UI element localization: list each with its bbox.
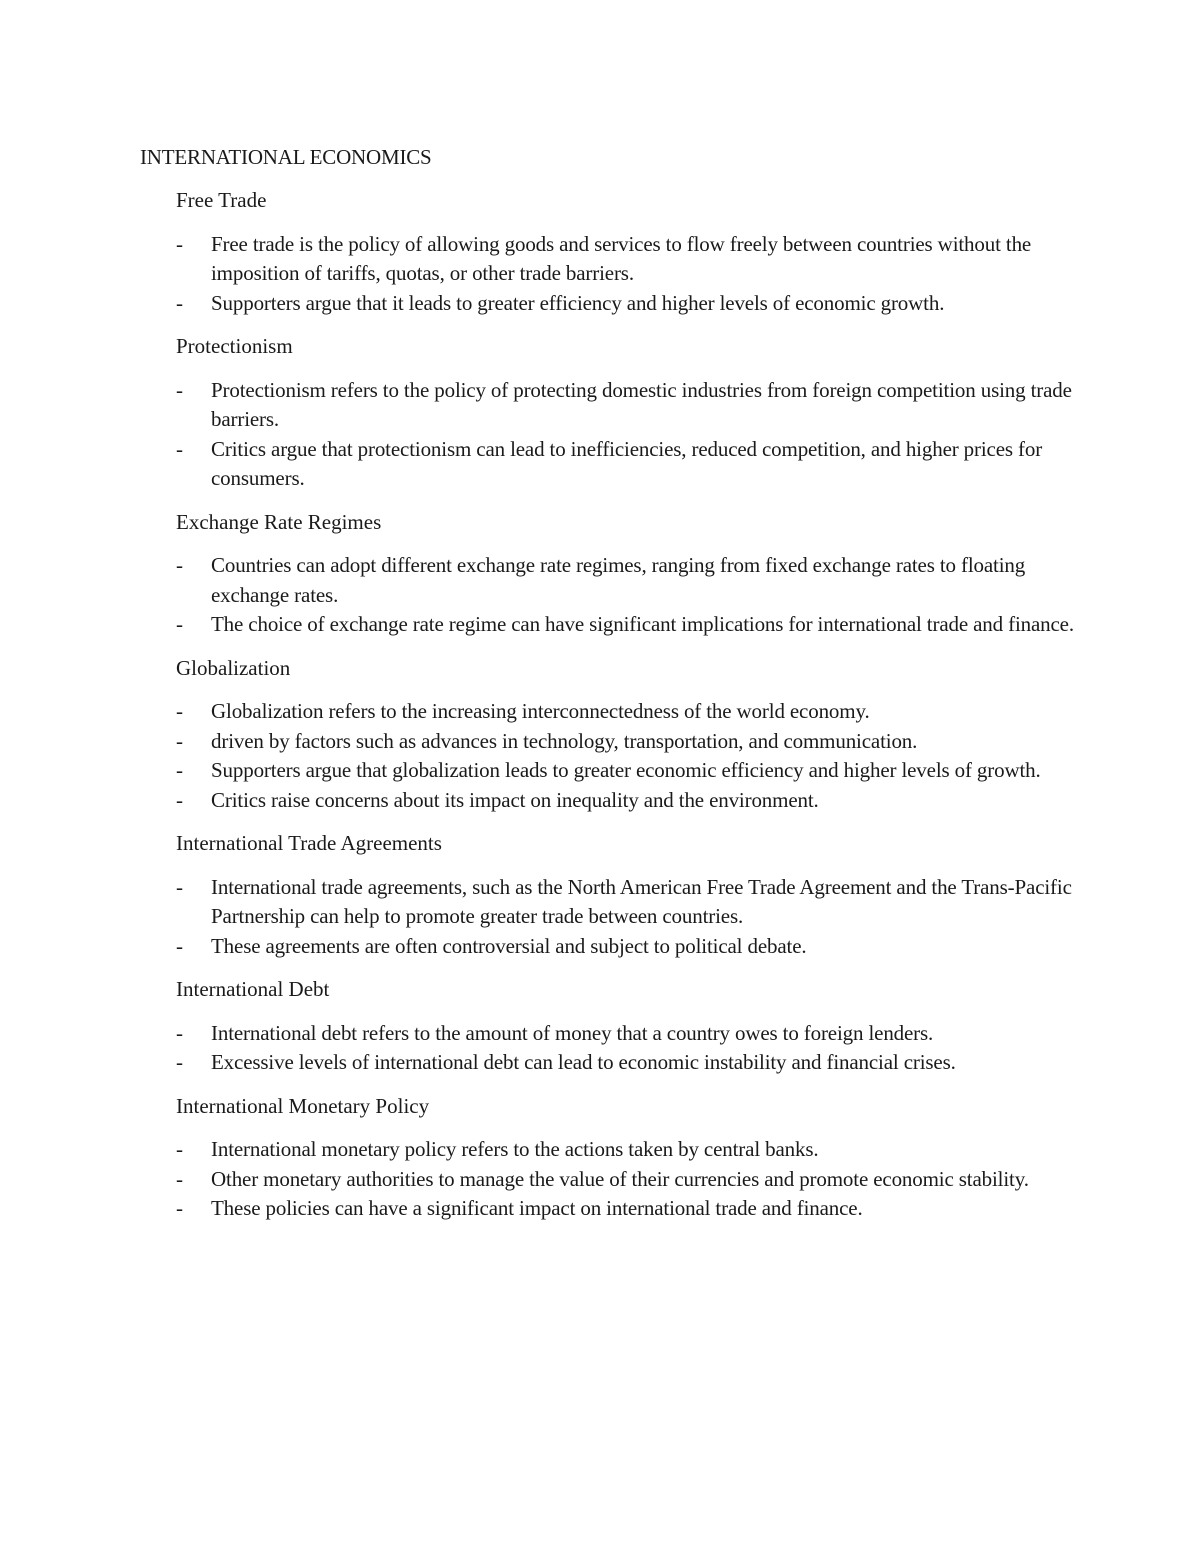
bullet-dash: - — [176, 787, 183, 812]
bullet-text: These policies can have a significant impact on international trade and finance. — [211, 1196, 863, 1220]
bullet-list — [176, 873, 1076, 962]
list-item — [176, 727, 1076, 757]
bullet-text: Protectionism refers to the policy of protecting domestic industries from foreign competition using trade barriers. — [211, 377, 1072, 431]
bullet-text: International monetary policy refers to the actions taken by central banks. — [211, 1137, 819, 1161]
bullet-dash: - — [176, 553, 183, 577]
section-heading: International Debt — [176, 977, 330, 1001]
list-item — [176, 932, 1076, 962]
bullet-dash: - — [176, 933, 183, 958]
bullet-dash: - — [176, 1166, 183, 1191]
bullet-dash: - — [176, 1137, 183, 1161]
bullet-text: International debt refers to the amount of money that a country owes to foreign lenders. — [211, 1020, 934, 1045]
bullet-dash: - — [176, 1196, 183, 1220]
bullet-text: Supporters argue that globalization leads to greater economic efficiency and higher levels of growth. — [211, 758, 1041, 782]
bullet-dash: - — [176, 728, 183, 753]
list-item — [176, 756, 1076, 786]
bullet-dash: - — [176, 1050, 183, 1074]
bullet-dash: - — [176, 436, 183, 461]
bullet-list — [176, 1135, 1076, 1224]
bullet-dash: - — [176, 758, 183, 782]
bullet-list — [176, 551, 1076, 640]
bullet-dash: - — [176, 231, 183, 256]
list-item — [176, 697, 1076, 727]
list-item — [176, 1135, 1076, 1165]
bullet-text: driven by factors such as advances in technology, transportation, and communication. — [211, 728, 918, 753]
bullet-text: These agreements are often controversial and subject to political debate. — [211, 933, 807, 958]
bullet-text: The choice of exchange rate regime can have significant implications for international trade and finance. — [211, 612, 1074, 636]
bullet-text: Free trade is the policy of allowing goods and services to flow freely between countries without the imposition of tariffs, quotas, or other trade barriers. — [211, 231, 1032, 285]
list-item — [176, 289, 1076, 319]
list-item — [176, 610, 1076, 640]
bullet-list — [176, 1019, 1076, 1078]
bullet-text: Critics argue that protectionism can lead to inefficiencies, reduced competition, and higher prices for consumers. — [211, 436, 1043, 490]
bullet-dash: - — [176, 290, 183, 315]
section-heading: Free Trade — [176, 188, 267, 212]
bullet-text: International trade agreements, such as the North American Free Trade Agreement and the Trans-Pacific Partnership can help to promote greater trade between countries. — [211, 874, 1072, 928]
bullet-text: Excessive levels of international debt can lead to economic instability and financial crises. — [211, 1050, 956, 1074]
list-item — [176, 435, 1076, 494]
bullet-dash: - — [176, 874, 183, 899]
document-title: INTERNATIONAL ECONOMICS — [140, 145, 432, 169]
list-item — [176, 1165, 1076, 1195]
bullet-dash: - — [176, 699, 183, 723]
list-item — [176, 873, 1076, 932]
section-heading: Protectionism — [176, 334, 293, 358]
bullet-list — [176, 697, 1076, 815]
document-body — [176, 186, 1076, 1238]
section-heading: International Trade Agreements — [176, 831, 442, 855]
bullet-text: Globalization refers to the increasing interconnectedness of the world economy. — [211, 699, 870, 723]
list-item — [176, 1194, 1076, 1224]
list-item — [176, 1048, 1076, 1078]
bullet-text: Supporters argue that it leads to greater efficiency and higher levels of economic growth. — [211, 290, 945, 315]
list-item — [176, 376, 1076, 435]
bullet-dash: - — [176, 612, 183, 636]
bullet-list — [176, 230, 1076, 319]
list-item — [176, 786, 1076, 816]
list-item — [176, 551, 1076, 610]
bullet-dash: - — [176, 1020, 183, 1045]
bullet-text: Other monetary authorities to manage the value of their currencies and promote economic stability. — [211, 1166, 1029, 1191]
bullet-text: Critics raise concerns about its impact on inequality and the environment. — [211, 787, 819, 812]
list-item — [176, 1019, 1076, 1049]
bullet-list — [176, 376, 1076, 494]
bullet-text: Countries can adopt different exchange rate regimes, ranging from fixed exchange rates to floating exchange rates. — [211, 553, 1026, 607]
bullet-dash: - — [176, 377, 183, 402]
section-heading: Globalization — [176, 655, 291, 680]
section-heading: Exchange Rate Regimes — [176, 509, 382, 534]
list-item — [176, 230, 1076, 289]
section-heading: International Monetary Policy — [176, 1093, 430, 1118]
